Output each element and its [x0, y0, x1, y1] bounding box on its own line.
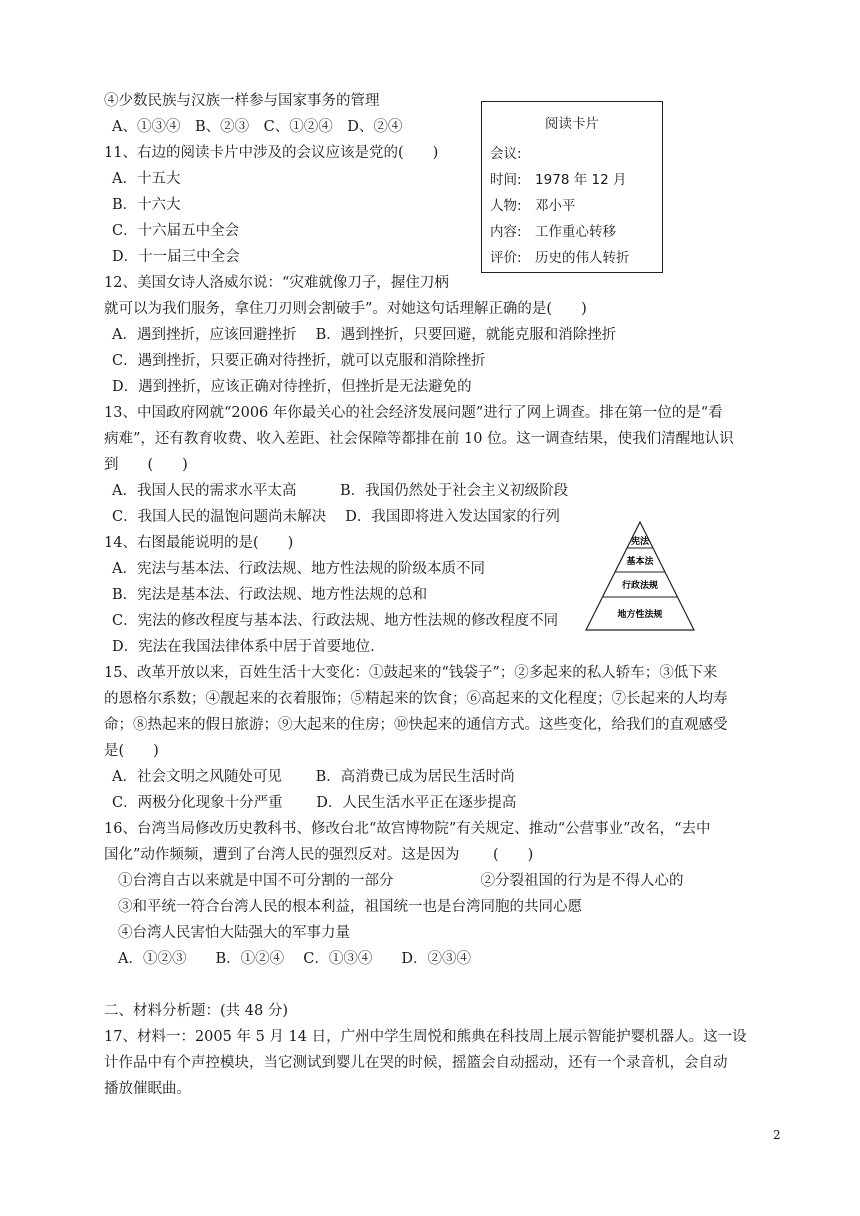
pyramid-level-label: 地方性法规	[617, 610, 663, 620]
option-d: D．遇到挫折，应该正确对待挫折，但挫折是无法避免的	[112, 379, 472, 395]
option-c: C．宪法的修改程度与基本法、行政法规、地方性法规的修改程度不同	[112, 613, 559, 629]
pyramid-level-label: 行政法规	[621, 581, 659, 591]
reading-card-title: 阅读卡片	[545, 116, 599, 132]
question-13: 13、中国政府网就“2006 年你最关心的社会经济发展问题”进行了网上调查。排在第一位的是“看	[104, 405, 723, 421]
law-pyramid-diagram	[584, 520, 696, 632]
question-17: 17、材料一：2005 年 5 月 14 日，广州中学生周悦和熊典在科技周上展示智能护婴机器人。这一设	[104, 1029, 747, 1045]
option-c: C．遇到挫折，只要正确对待挫折，就可以克服和消除挫折	[112, 353, 486, 369]
reading-card-row: 内容: 工作重心转移	[490, 224, 617, 240]
option-b: B．宪法是基本法、行政法规、地方性法规的总和	[112, 587, 428, 603]
text-line: 播放催眠曲。	[104, 1081, 191, 1097]
text-line: 到 ( )	[104, 457, 188, 473]
option-d: D．十一届三中全会	[112, 249, 240, 265]
reading-card-row: 时间: 1978 年 12 月	[490, 172, 627, 188]
page-number: 2	[773, 1128, 781, 1142]
option-ab: A．社会文明之风随处可见 B．高消费已成为居民生活时尚	[112, 769, 515, 785]
text-line: A、①③④ B、②③ C、①②④ D、②④	[112, 119, 403, 135]
question-16: 16、台湾当局修改历史教科书、修改台北“故宫博物院”有关规定、推动“公营事业”改名，“去中	[104, 821, 711, 837]
question-11: 11、右边的阅读卡片中涉及的会议应该是党的( )	[104, 145, 439, 161]
option-ab: A．遇到挫折，应该回避挫折 B．遇到挫折，只要回避，就能克服和消除挫折	[112, 327, 617, 343]
text-line: 病难”，还有教育收费、收入差距、社会保障等都排在前 10 位。这一调查结果，使我们清醒地认识	[104, 431, 734, 447]
option-b: B．十六大	[112, 197, 181, 213]
text-line: 命；⑧热起来的假日旅游；⑨大起来的住房；⑩快起来的通信方式。这些变化，给我们的直观感受	[104, 717, 728, 733]
reading-card-row: 会议:	[490, 146, 522, 162]
text-line: ④少数民族与汉族一样参与国家事务的管理	[104, 93, 380, 109]
option-cd: C．我国人民的温饱问题尚未解决 D．我国即将进入发达国家的行列	[112, 509, 560, 525]
statement-line: ④台湾人民害怕大陆强大的军事力量	[118, 925, 350, 941]
option-a: A．宪法与基本法、行政法规、地方性法规的阶级本质不同	[112, 561, 485, 577]
text-line: 的恩格尔系数；④靓起来的衣着服饰；⑤精起来的饮食；⑥高起来的文化程度；⑦长起来的人均寿	[104, 691, 728, 707]
pyramid-level-label: 基本法	[626, 557, 654, 567]
option-a: A．十五大	[112, 171, 181, 187]
statement-line: ①台湾自古以来就是中国不可分割的一部分 ②分裂祖国的行为是不得人心的	[118, 873, 684, 889]
option-d: D．宪法在我国法律体系中居于首要地位.	[112, 639, 375, 655]
reading-card-row: 人物: 邓小平	[490, 198, 576, 214]
pyramid-level-label: 宪法	[630, 537, 650, 547]
question-14: 14、右图最能说明的是( )	[104, 535, 294, 551]
options-line: A．①②③ B．①②④ C．①③④ D．②③④	[118, 951, 471, 967]
statement-line: ③和平统一符合台湾人民的根本利益，祖国统一也是台湾同胞的共同心愿	[118, 899, 582, 915]
text-line: 就可以为我们服务，拿住刀刃则会割破手”。对她这句话理解正确的是( )	[104, 301, 587, 317]
text-line: 国化”动作频频，遭到了台湾人民的强烈反对。这是因为 ( )	[104, 847, 534, 863]
question-12: 12、美国女诗人洛威尔说：“灾难就像刀子，握住刀柄	[104, 275, 449, 291]
reading-card	[481, 101, 663, 273]
section-heading: 二、材料分析题：(共 48 分)	[104, 1003, 288, 1019]
option-c: C．十六届五中全会	[112, 223, 240, 239]
text-line: 是( )	[104, 743, 159, 759]
option-ab: A．我国人民的需求水平太高 B．我国仍然处于社会主义初级阶段	[112, 483, 569, 499]
reading-card-row: 评价: 历史的伟人转折	[490, 250, 630, 266]
question-15: 15、改革开放以来，百姓生活十大变化：①鼓起来的“钱袋子”；②多起来的私人轿车；③低下来	[104, 665, 718, 681]
option-cd: C．两极分化现象十分严重 D．人民生活水平正在逐步提高	[112, 795, 517, 811]
text-line: 计作品中有个声控模块，当它测试到婴儿在哭的时候，摇篮会自动摇动，还有一个录音机，会自动	[104, 1055, 728, 1071]
